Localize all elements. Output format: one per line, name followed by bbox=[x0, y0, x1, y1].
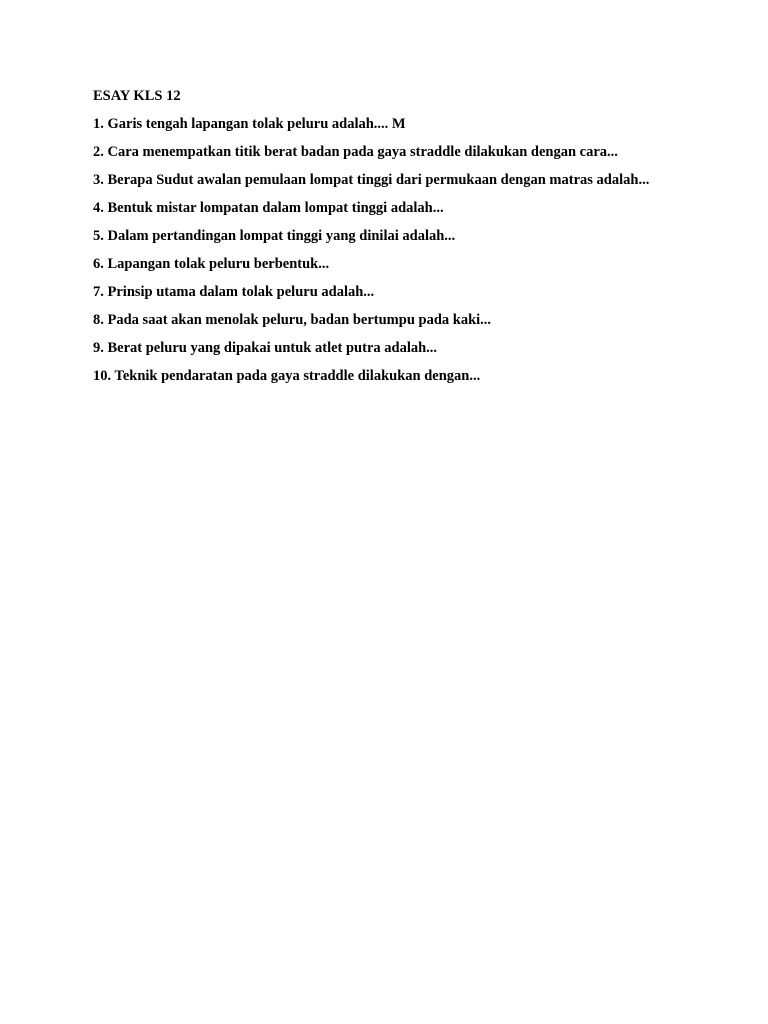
question-1: 1. Garis tengah lapangan tolak peluru adalah.... M bbox=[93, 116, 406, 132]
question-5: 5. Dalam pertandingan lompat tinggi yang dinilai adalah... bbox=[93, 228, 456, 244]
question-9: 9. Berat peluru yang dipakai untuk atlet putra adalah... bbox=[93, 340, 438, 356]
question-3: 3. Berapa Sudut awalan pemulaan lompat tinggi dari permukaan dengan matras adalah... bbox=[93, 172, 650, 188]
question-6: 6. Lapangan tolak peluru berbentuk... bbox=[93, 256, 330, 272]
question-7: 7. Prinsip utama dalam tolak peluru adalah... bbox=[93, 284, 375, 300]
document-title: ESAY KLS 12 bbox=[93, 88, 181, 104]
question-10: 10. Teknik pendaratan pada gaya straddle dilakukan dengan... bbox=[93, 368, 481, 384]
question-4: 4. Bentuk mistar lompatan dalam lompat tinggi adalah... bbox=[93, 200, 444, 216]
question-2: 2. Cara menempatkan titik berat badan pada gaya straddle dilakukan dengan cara... bbox=[93, 144, 618, 160]
question-8: 8. Pada saat akan menolak peluru, badan bertumpu pada kaki... bbox=[93, 312, 492, 328]
question-list bbox=[93, 116, 656, 385]
